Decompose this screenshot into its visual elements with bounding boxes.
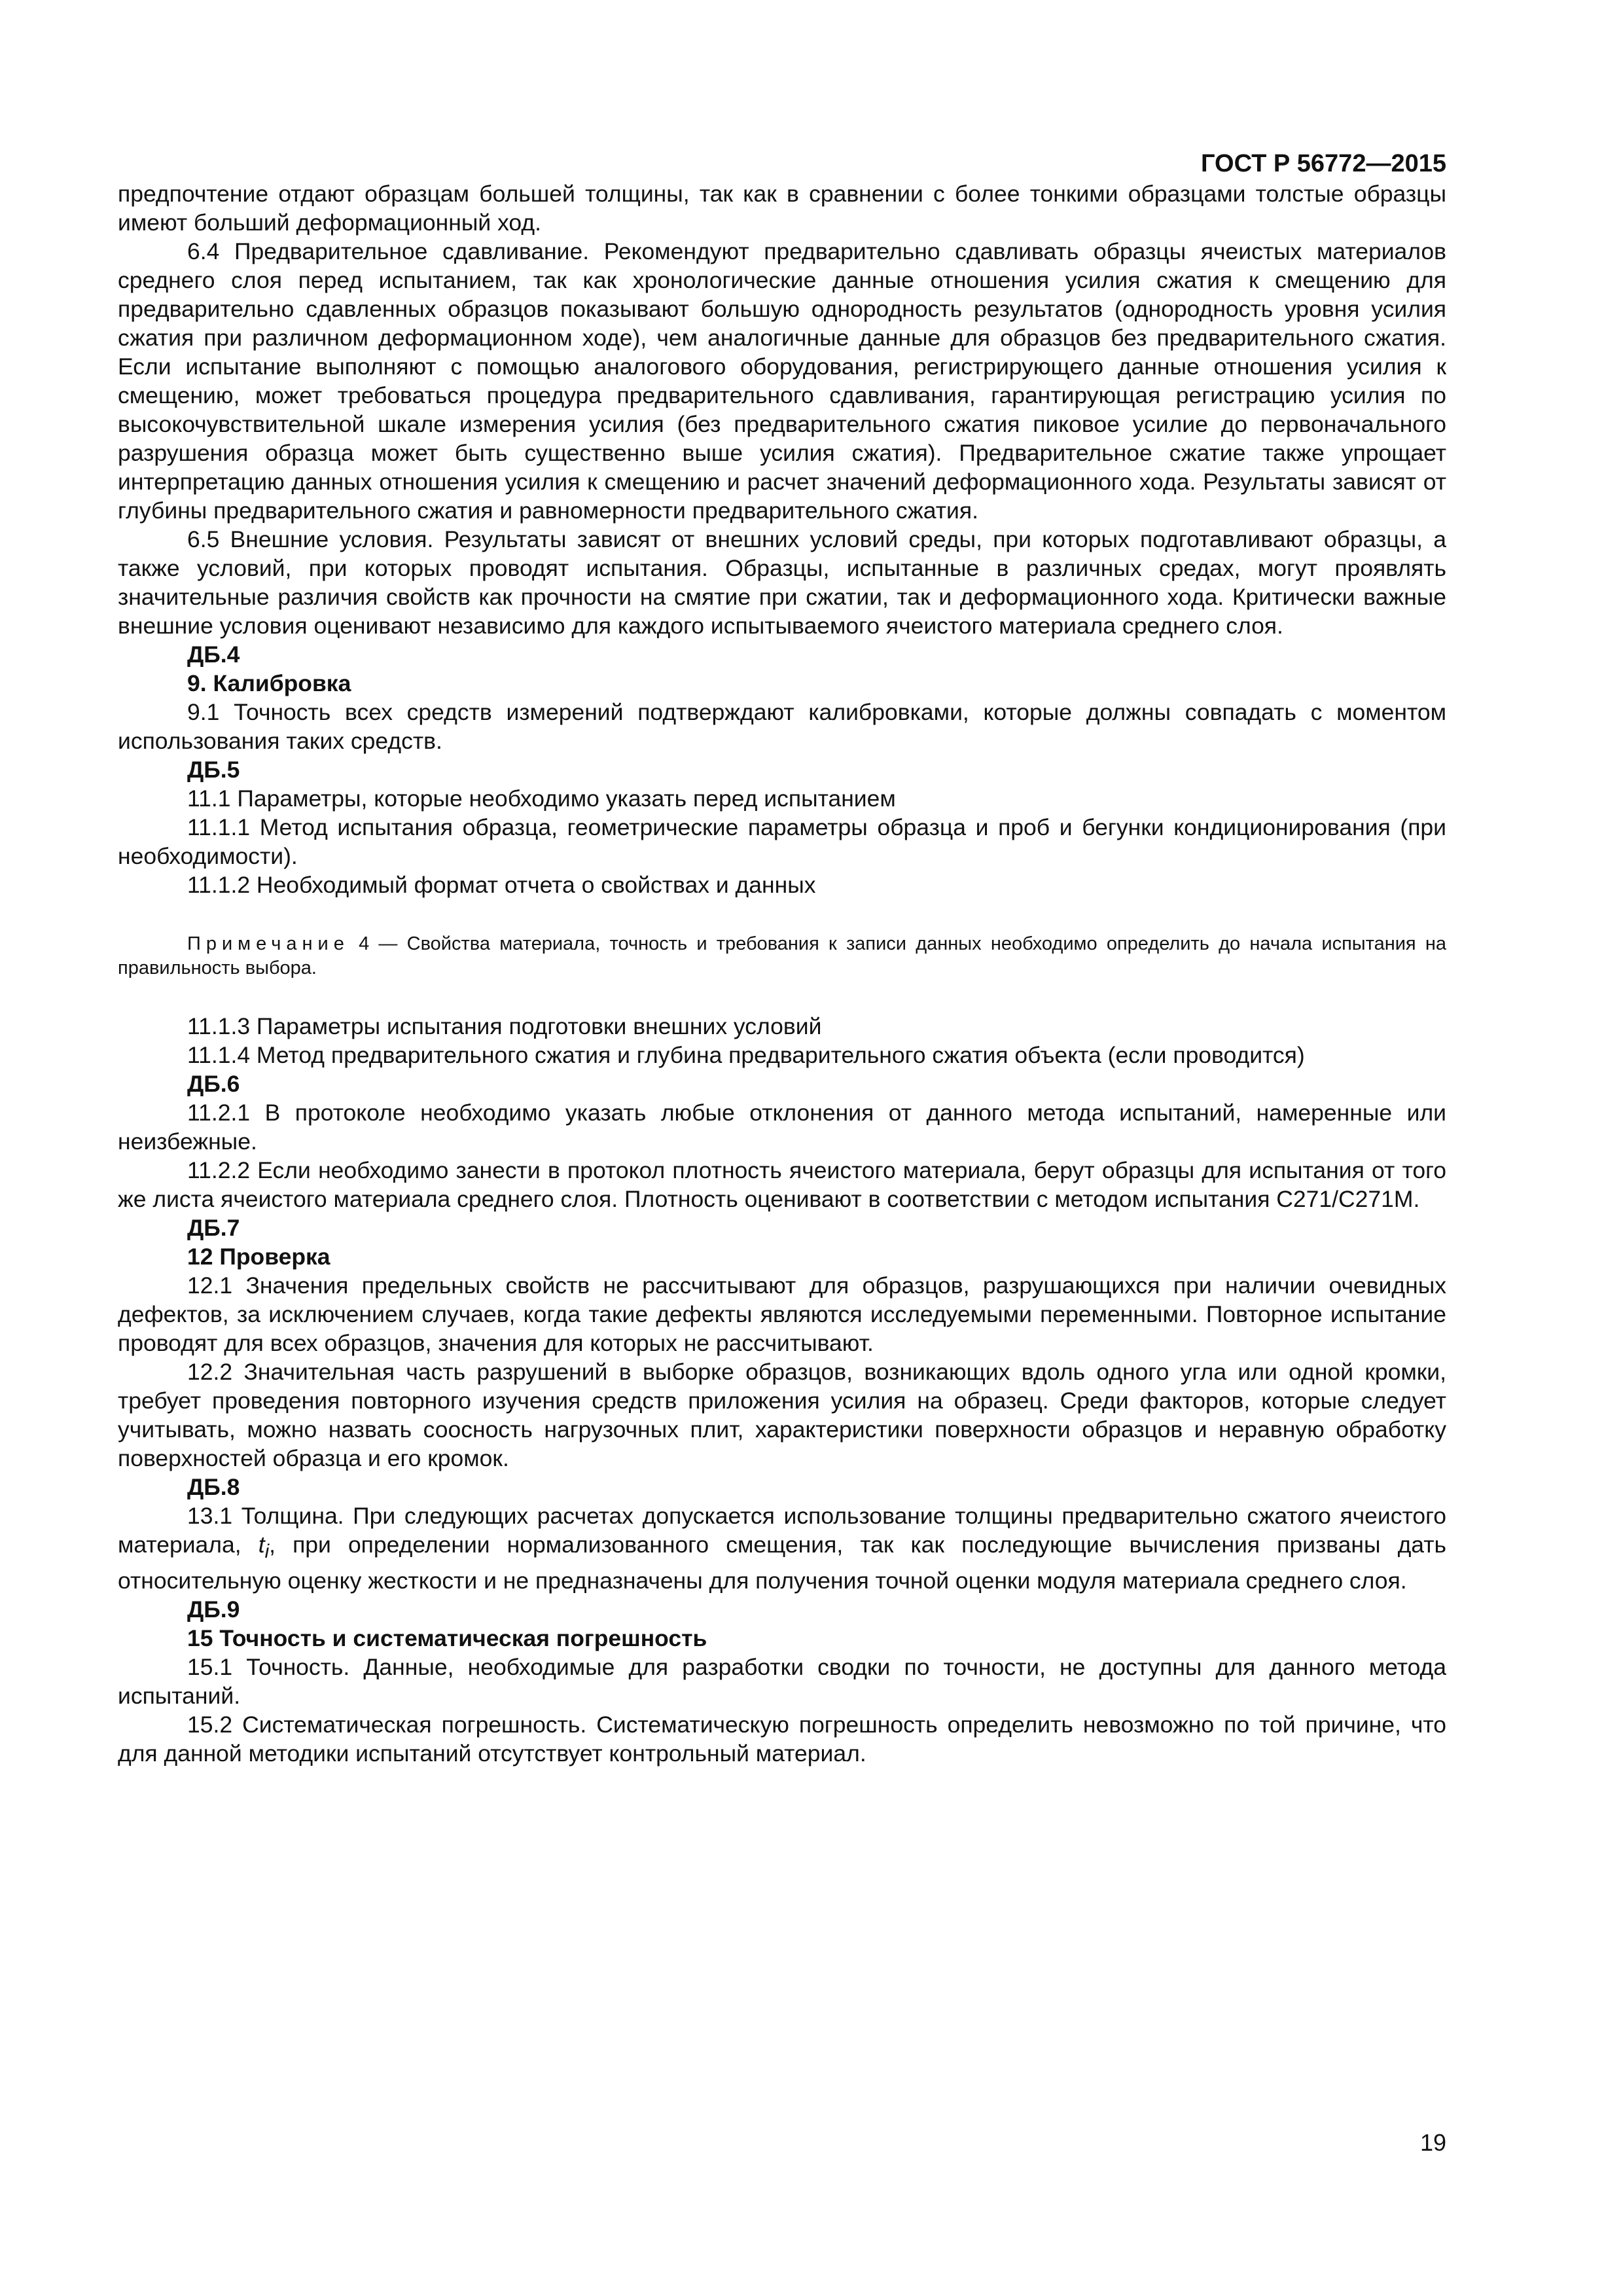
- paragraph-11-1-2: 11.1.2 Необходимый формат отчета о свойствах и данных: [187, 872, 816, 898]
- page-content: [118, 149, 1446, 1768]
- note-label: Примечание: [187, 933, 349, 954]
- section-heading-calibration: 9. Калибровка: [187, 670, 351, 696]
- section-heading-check: 12 Проверка: [187, 1244, 330, 1270]
- thickness-variable: t: [258, 1532, 265, 1558]
- paragraph-11-1-3: 11.1.3 Параметры испытания подготовки внешних условий: [187, 1013, 822, 1039]
- page-number: 19: [1419, 2129, 1446, 2156]
- section-marker-db7: ДБ.7: [187, 1215, 240, 1241]
- paragraph-6-5: 6.5 Внешние условия. Результаты зависят от внешних условий среды, при которых подготавливают образцы, а также условий, при которых проводят испытания. Образцы, испытанные в различных средах, могут проявлять значительные различия свойств как прочности на смятие при сжатии, так и деформационного хода. Критически важные внешние условия оценивают независимо для каждого испытываемого ячеистого материала среднего слоя.: [118, 526, 1446, 639]
- paragraph-11-2-2: 11.2.2 Если необходимо занести в протокол плотность ячеистого материала, берут образцы для испытания от того же листа ячеистого материала среднего слоя. Плотность оценивают в соответствии с методом испытания С271/С271М.: [118, 1157, 1446, 1212]
- paragraph-6-4: 6.4 Предварительное сдавливание. Рекомендуют предварительно сдавливать образцы ячеистых материалов среднего слоя перед испытанием, так как хронологические данные отношения усилия сжатия к смещению для предварительно сдавленных образцов показывают большую однородность результатов (однородность уровня усилия сжатия при различном деформационном ходе), чем аналогичные данные для образцов без предварительного сжатия. Если испытание выполняют с помощью аналогового оборудования, регистрирующего данные отношения усилия к смещению, может требоваться процедура предварительного сдавливания, гарантирующая регистрацию усилия по высокочувствительной шкале измерения усилия (без предварительного сжатия пиковое усилие до первоначального разрушения образца может быть существенно выше усилия сжатия). Предварительное сжатие также упрощает интерпретацию данных отношения усилия к смещению и расчет значений деформационного хода. Результаты зависят от глубины предварительного сжатия и равномерности предварительного сжатия.: [118, 238, 1446, 524]
- paragraph-11-1-1: 11.1.1 Метод испытания образца, геометрические параметры образца и проб и бегунки кондиционирования (при необходимости).: [118, 814, 1446, 869]
- paragraph-15-1: 15.1 Точность. Данные, необходимые для разработки сводки по точности, не доступны для данного метода испытаний.: [118, 1654, 1446, 1710]
- paragraph-9-1: 9.1 Точность всех средств измерений подтверждают калибровками, которые должны совпадать с моментом использования таких средств.: [118, 699, 1446, 754]
- section-marker-db5: ДБ.5: [187, 757, 240, 783]
- paragraph-continuation: предпочтение отдают образцам большей толщины, так как в сравнении с более тонкими образцами толстые образцы имеют больший деформационный ход.: [118, 181, 1446, 236]
- paragraph-12-2: 12.2 Значительная часть разрушений в выборке образцов, возникающих вдоль одного угла или одной кромки, требует проведения повторного изучения средств приложения усилия на образец. Среди факторов, которые следует учитывать, можно назвать соосность нагрузочных плит, характеристики поверхности образцов и неравную обработку поверхностей образца и его кромок.: [118, 1359, 1446, 1471]
- paragraph-12-1: 12.1 Значения предельных свойств не рассчитывают для образцов, разрушающихся при наличии очевидных дефектов, за исключением случаев, когда такие дефекты являются исследуемыми переменными. Повторное испытание проводят для всех образцов, значения для которых не рассчитывают.: [118, 1272, 1446, 1356]
- note-4: [118, 932, 1446, 980]
- note-text: 4 — Свойства материала, точность и требования к записи данных необходимо определить до начала испытания на правильность выбора.: [118, 933, 1446, 978]
- standard-code-header: ГОСТ Р 56772—2015: [1201, 150, 1446, 177]
- paragraph-11-1-4: 11.1.4 Метод предварительного сжатия и глубина предварительного сжатия объекта (если проводится): [187, 1042, 1305, 1068]
- paragraph-15-2: 15.2 Систематическая погрешность. Систематическую погрешность определить невозможно по той причине, что для данной методики испытаний отсутствует контрольный материал.: [118, 1712, 1446, 1767]
- paragraph-13-1: [118, 1501, 1446, 1595]
- paragraph-13-1-part-a: 13.1 Толщина. При следующих расчетах допускается использование толщины предварительно сжатого ячеистого материала,: [118, 1503, 1446, 1558]
- paragraph-11-2-1: 11.2.1 В протоколе необходимо указать любые отклонения от данного метода испытаний, намеренные или неизбежные.: [118, 1100, 1446, 1155]
- section-marker-db6: ДБ.6: [187, 1071, 240, 1097]
- document-body: [118, 179, 1446, 1768]
- section-marker-db4: ДБ.4: [187, 641, 240, 668]
- section-marker-db9: ДБ.9: [187, 1596, 240, 1623]
- thickness-variable-subscript: i: [264, 1541, 270, 1563]
- section-heading-accuracy: 15 Точность и систематическая погрешность: [187, 1625, 707, 1652]
- paragraph-11-1: 11.1 Параметры, которые необходимо указать перед испытанием: [187, 785, 896, 812]
- paragraph-13-1-part-b: , при определении нормализованного смещения, так как последующие вычисления призваны дать относительную оценку жесткости и не предназначены для получения точной оценки модуля материала среднего слоя.: [118, 1532, 1446, 1594]
- section-marker-db8: ДБ.8: [187, 1474, 240, 1500]
